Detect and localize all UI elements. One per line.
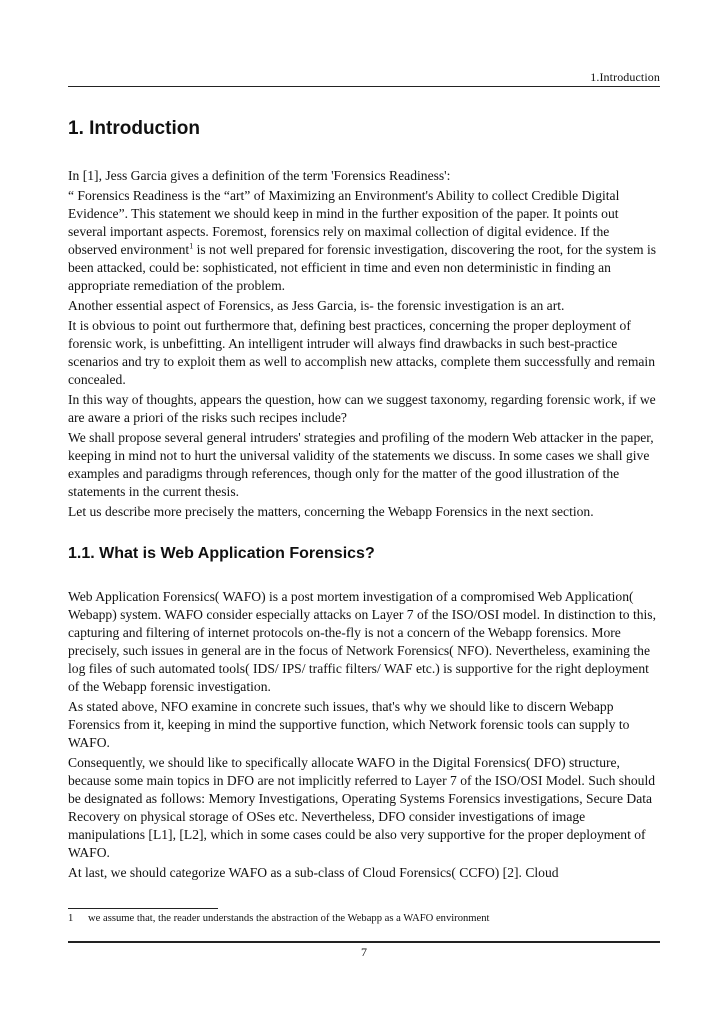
subsection-heading-wafo: 1.1. What is Web Application Forensics?	[68, 545, 375, 562]
paragraph: At last, we should categorize WAFO as a sub-class of Cloud Forensics( CCFO) [2]. Cloud	[68, 865, 559, 880]
footnote-rule	[68, 908, 218, 909]
footnote-text: we assume that, the reader understands the abstraction of the Webapp as a WAFO environment	[88, 913, 490, 924]
footnote	[68, 912, 660, 926]
paragraph: As stated above, NFO examine in concrete such issues, that's why we should like to discern Webapp Forensics from it, keeping in mind the supportive function, which Network forensic tools can supply to WAFO.	[68, 699, 630, 750]
header-rule	[68, 86, 660, 87]
document-page	[68, 0, 660, 1030]
paragraph: We shall propose several general intruders' strategies and profiling of the modern Web attacker in the paper, keeping in mind not to hurt the universal validity of the statements we discuss. In some cases we shall give examples and paradigms through references, though only for the matter of the good illustration of the statements in the current thesis.	[68, 430, 654, 499]
footnote-marker[interactable]: 1	[189, 241, 194, 251]
paragraph: In [1], Jess Garcia gives a definition of the term 'Forensics Readiness':	[68, 168, 451, 183]
paragraph: Another essential aspect of Forensics, as Jess Garcia, is- the forensic investigation is an art.	[68, 298, 565, 313]
paragraph: Consequently, we should like to specifically allocate WAFO in the Digital Forensics( DFO) structure, because some main topics in DFO are not implicitly referred to Layer 7 of the ISO/OSI Model. Such should be designated as follows: Memory Investigations, Operating Systems Forensics investigations, Secure Data Recovery on physical storage of OSes etc. Nevertheless, DFO consider investigations of image manipulations [L1], [L2], which in some cases could be also very supportive for the proper deployment of WAFO.	[68, 755, 656, 860]
paragraph: In this way of thoughts, appears the question, how can we suggest taxonomy, regarding forensic work, if we are aware a priori of the risks such recipes include?	[68, 392, 656, 425]
body-content	[68, 117, 660, 884]
paragraph-text: “ Forensics Readiness is the “art” of Maximizing an Environment's Ability to collect Credible Digital Evidence”. This statement we should keep in mind in the further exposition of the paper. It points out several important aspects. Foremost, forensics rely on maximal collection of digital evidence. If the observed environment	[68, 188, 620, 257]
footer-rule	[68, 941, 660, 943]
running-header: 1.Introduction	[590, 70, 660, 84]
paragraph-with-footnote	[68, 187, 660, 295]
page-number: 7	[361, 945, 367, 959]
paragraph: Web Application Forensics( WAFO) is a post mortem investigation of a compromised Web Application( Webapp) system. WAFO consider especially attacks on Layer 7 of the ISO/OSI model. In distinction to this, capturing and filtering of internet protocols on-the-fly is not a concern of the Webapp forensics. More precisely, such issues in general are in the focus of Network Forensics( NFO). Nevertheless, examining the log files of such automated tools( IDS/ IPS/ traffic filters/ WAF etc.) is supportive for the right deployment of the Webapp forensic investigation.	[68, 589, 656, 694]
paragraph: It is obvious to point out furthermore that, defining best practices, concerning the proper deployment of forensic work, is unbefitting. An intelligent intruder will always find drawbacks in such best-practice scenarios and try to exploit them as well to accomplish new attacks, complete them successfully and remain concealed.	[68, 318, 656, 387]
paragraph: Let us describe more precisely the matters, concerning the Webapp Forensics in the next section.	[68, 504, 594, 519]
footnote-number: 1	[68, 913, 74, 924]
section-heading-introduction: 1. Introduction	[68, 118, 200, 139]
paragraph-text: is not well prepared for forensic investigation, discovering the root, for the system is been attacked, could be: sophisticated, not efficient in time and even non deterministic in finding an appropriate remediation of the problem.	[68, 242, 657, 293]
